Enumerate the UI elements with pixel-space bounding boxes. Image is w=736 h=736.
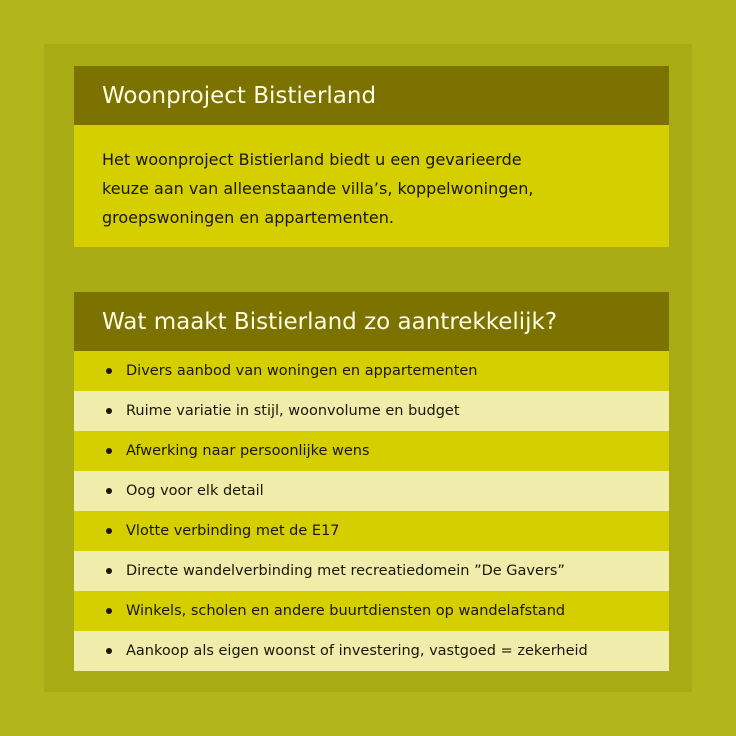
bullet-icon (106, 568, 112, 574)
intro-line: keuze aan van alleenstaande villa’s, koppelwoningen, (102, 179, 534, 198)
intro-card-title: Woonproject Bistierland (74, 66, 669, 125)
feature-item (74, 511, 669, 551)
feature-text: Winkels, scholen en andere buurtdiensten op wandelafstand (126, 603, 566, 619)
feature-item (74, 471, 669, 511)
intro-line: groepswoningen en appartementen. (102, 208, 394, 227)
feature-item (74, 351, 669, 391)
bullet-icon (106, 648, 112, 654)
bullet-icon (106, 368, 112, 374)
bullet-icon (106, 408, 112, 414)
feature-text: Aankoop als eigen woonst of investering, vastgoed = zekerheid (126, 643, 588, 659)
feature-item (74, 551, 669, 591)
features-card (74, 292, 669, 671)
feature-item (74, 391, 669, 431)
feature-text: Afwerking naar persoonlijke wens (126, 443, 370, 459)
features-card-title: Wat maakt Bistierland zo aantrekkelijk? (74, 292, 669, 351)
bullet-icon (106, 528, 112, 534)
feature-item (74, 591, 669, 631)
intro-line: Het woonproject Bistierland biedt u een gevarieerde (102, 150, 522, 169)
feature-text: Vlotte verbinding met de E17 (126, 523, 340, 539)
intro-card (74, 66, 669, 247)
feature-item (74, 431, 669, 471)
bullet-icon (106, 488, 112, 494)
bullet-icon (106, 608, 112, 614)
feature-text: Ruime variatie in stijl, woonvolume en budget (126, 403, 460, 419)
feature-text: Divers aanbod van woningen en appartementen (126, 363, 478, 379)
bullet-icon (106, 448, 112, 454)
feature-text: Oog voor elk detail (126, 483, 264, 499)
intro-card-body (74, 125, 669, 247)
feature-item (74, 631, 669, 671)
features-list (74, 351, 669, 671)
feature-text: Directe wandelverbinding met recreatiedomein ”De Gavers” (126, 563, 565, 579)
